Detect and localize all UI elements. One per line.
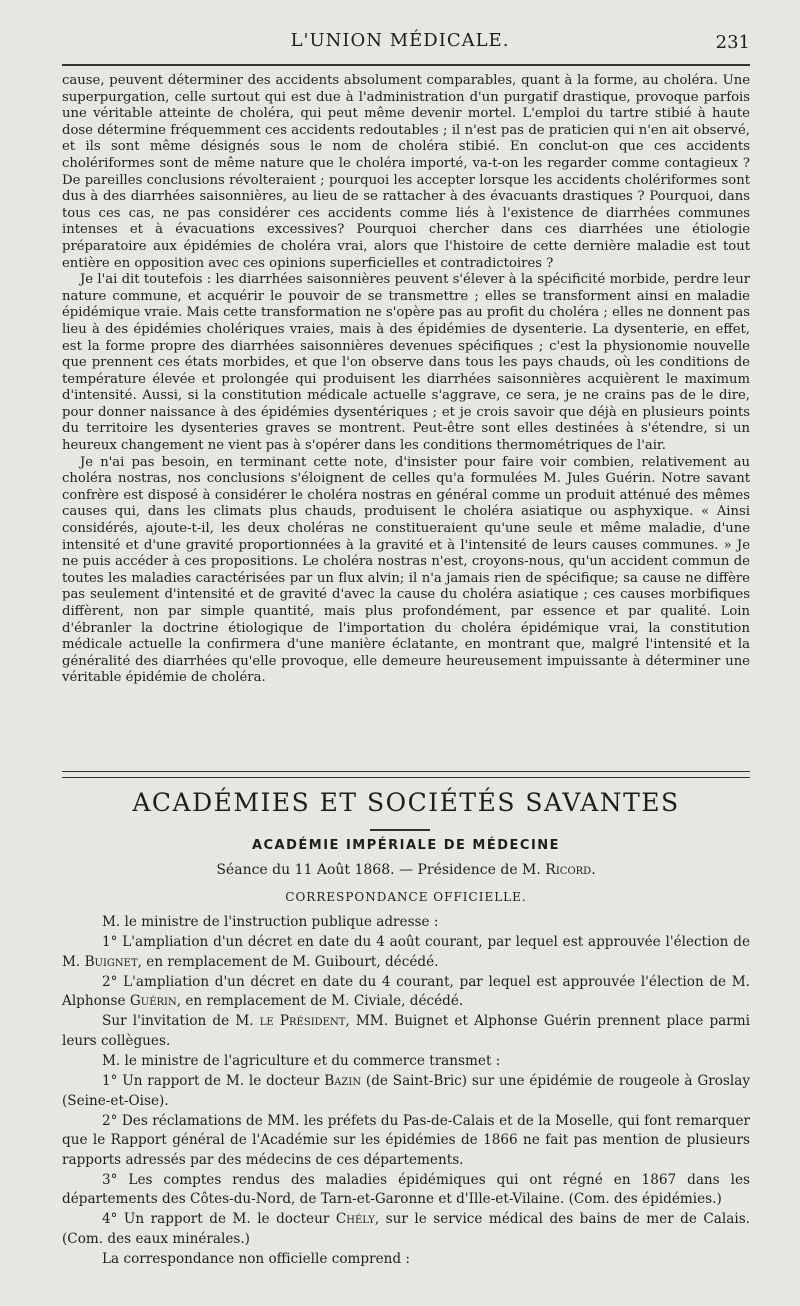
paragraph: 2° L'ampliation d'un décret en date du 4 courant, par lequel est approuvée l'élection de M. Alphonse Guérin, en remplacement de M. Civiale, décédé.: [62, 973, 750, 1010]
title-rule: [370, 829, 430, 831]
running-title: L'UNION MÉDICALE.: [290, 30, 510, 51]
session-text: Séance du 11 Août 1868. — Présidence de M.: [216, 862, 546, 878]
paragraph: Sur l'invitation de M. le Président, MM. Buignet et Alphonse Guérin prennent place parmi leurs collègues.: [62, 1013, 750, 1049]
person-name: le Président: [259, 1013, 346, 1030]
paragraph: 1° L'ampliation d'un décret en date du 4 août courant, par lequel est approuvée l'élection de M. Buignet, en remplacement de M. Guibourt, décédé.: [62, 934, 750, 970]
paragraph: Je n'ai pas besoin, en terminant cette note, d'insister pour faire voir combien, relativement au choléra nostras, nos conclusions s'éloignent de celles qu'a formulées M. Jules Guérin. Notre savant confrère est disposé à considérer le choléra nostras en général comme un produit atténué des mêmes causes qui, dans les climats plus chauds, produisent le choléra asiatique ou asphyxique. « Ainsi considérés, ajoute-t-il, les deux choléras ne constitueraient qu'une seule et même maladie, d'une intensité et d'une gravité proportionnées à la gravité et à l'intensité de leurs causes communes. » Je ne puis accéder à ces propositions. Le choléra nostras n'est, croyons-nous, qu'un accident commun de toutes les maladies caractérisées par un flux alvin; il n'a jamais rien de spécifique; sa cause ne diffère pas seulement d'intensité et de gravité d'avec la cause du choléra asiatique ; ces causes morbifiques diffèrent, non par simple quantité, mais plus profondément, par essence et par qualité. Loin d'ébranler la doctrine étiologique de l'importation du choléra épidémique vrai, la constitution médicale actuelle la confirmera d'une manière éclatante, en montrant que, malgré l'intensité et la généralité des diarrhées qu'elle provoque, elle demeure heureusement impuissante à déterminer une véritable épidémie de choléra.: [62, 454, 750, 686]
section-title: ACADÉMIES ET SOCIÉTÉS SAVANTES: [132, 788, 680, 817]
paragraph: cause, peuvent déterminer des accidents absolument comparables, quant à la forme, au choléra. Une superpurgation, celle surtout qui est due à l'administration d'un purgatif drastique, provoque parfois une véritable atteinte de choléra, qui peut même devenir mortel. L'emploi du tartre stibié à haute dose détermine fréquemment ces accidents redoutables ; il n'est pas de praticien qui n'en ait observé, et ils sont même désignés sous le nom de choléra stibié. En conclut-on que ces accidents cholériformes sont de même nature que le choléra importé, va-t-on les regarder comme contagieux ? De pareilles conclusions révolteraient ; pourquoi les accepter lorsque les accidents cholériformes sont dus à des diarrhées saisonnières, au lieu de se rattacher à des évacuants drastiques ? Pourquoi, dans tous ces cas, ne pas considérer ces accidents comme liés à l'existence de diarrhées communes intenses et à évacuations excessives? Pourquoi chercher dans ces diarrhées une étiologie préparatoire aux épidémies de choléra vrai, alors que l'histoire de cette dernière maladie est tout entière en opposition avec ces opinions superficielles et contradictoires ?: [62, 73, 750, 271]
paragraph: 4° Un rapport de M. le docteur Chély, sur le service médical des bains de mer de Calais. (Com. des eaux minérales.): [62, 1211, 751, 1247]
paragraph: La correspondance non officielle comprend :: [102, 1251, 411, 1268]
session-end: .: [591, 862, 596, 878]
page-header: [0, 30, 800, 54]
section-divider: [62, 771, 750, 778]
page-number: 231: [715, 32, 750, 53]
academy-title: ACADÉMIE IMPÉRIALE DE MÉDECINE: [251, 838, 561, 853]
person-name: Chély: [335, 1211, 375, 1228]
paragraph: 1° Un rapport de M. le docteur Bazin (de Saint-Bric) sur une épidémie de rougeole à Groslay (Seine-et-Oise).: [62, 1073, 751, 1109]
person-name: Buignet: [84, 953, 138, 970]
correspondence-body: [62, 913, 750, 1269]
paragraph: 3° Les comptes rendus des maladies épidémiques qui ont régné en 1867 dans les départements des Côtes-du-Nord, de Tarn-et-Garonne et d'Ille-et-Vilaine. (Com. des épidémies.): [62, 1171, 750, 1208]
header-rule: [62, 64, 750, 66]
correspondence-heading: CORRESPONDANCE OFFICIELLE.: [285, 890, 527, 904]
paragraph: 2° Des réclamations de MM. les préfets du Pas-de-Calais et de la Moselle, qui font remarquer que le Rapport général de l'Académie sur les épidémies de 1866 ne fait pas mention de plusieurs rapports adressés par des médecins de ces départements.: [62, 1112, 750, 1168]
session-line: [62, 862, 750, 878]
paragraph: Je l'ai dit toutefois : les diarrhées saisonnières peuvent s'élever à la spécificité morbide, perdre leur nature commune, et acquérir le pouvoir de se transmettre ; elles se transforment ainsi en maladie épidémique vraie. Mais cette transformation ne s'opère pas au profit du choléra ; elles ne donnent pas lieu à des épidémies cholériques vraies, mais à des épidémies de dysenterie. La dysenterie, en effet, est la forme propre des diarrhées saisonnières devenues spécifiques ; c'est la physionomie nouvelle que prennent ces états morbides, et que l'on observe dans tous les pays chauds, où les conditions de température élevée et prolongée qui produisent les diarrhées saisonnières acquièrent le maximum d'intensité. Aussi, si la constitution médicale actuelle s'aggrave, ce sera, je ne crains pas de le dire, pour donner naissance à des épidémies dysentériques ; et je crois savoir que déjà en plusieurs points du territoire les dysenteries graves se montrent. Peut-être sont elles destinées à s'étendre, si un heureux changement ne vient pas à s'opérer dans les conditions thermométriques de l'air.: [62, 272, 750, 454]
paragraph: M. le ministre de l'agriculture et du commerce transmet :: [102, 1053, 501, 1070]
person-name: Bazin: [324, 1073, 362, 1090]
paragraph: M. le ministre de l'instruction publique adresse :: [102, 914, 439, 930]
person-name: Guérin: [129, 993, 177, 1010]
article-body: [62, 73, 750, 687]
president-name: Ricord: [545, 862, 592, 878]
